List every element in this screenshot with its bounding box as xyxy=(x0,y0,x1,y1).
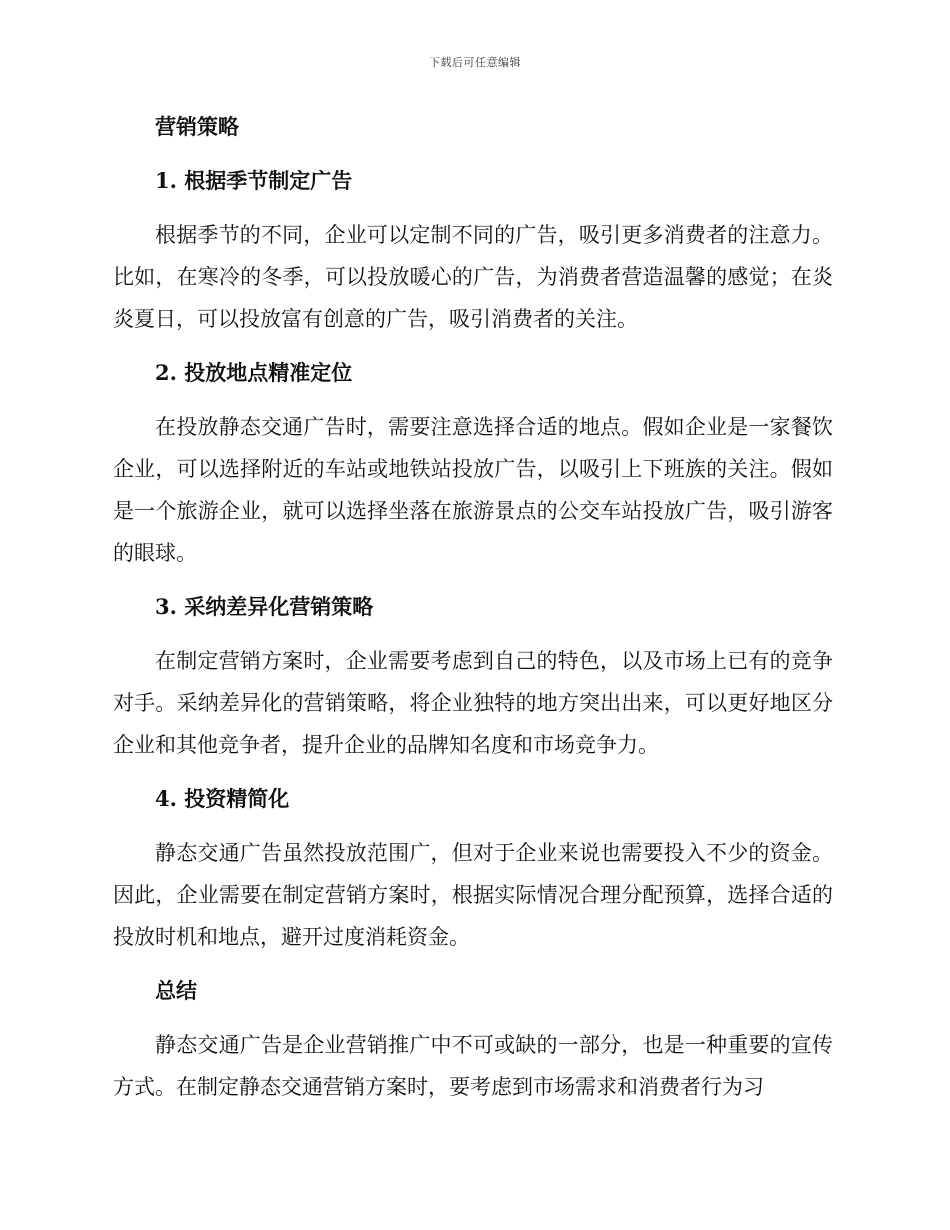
document-body xyxy=(113,106,833,1108)
section-body-4: 静态交通广告虽然投放范围广，但对于企业来说也需要投入不少的资金。因此，企业需要在制定营销方案时，根据实际情况合理分配预算，选择合适的投放时机和地点，避开过度消耗资金。 xyxy=(113,841,833,949)
section-heading-1: 1. 根据季节制定广告 xyxy=(155,168,353,193)
section-title: 营销策略 xyxy=(155,114,239,139)
section-heading-3: 3. 采纳差异化营销策略 xyxy=(155,594,374,619)
section-body-3: 在制定营销方案时，企业需要考虑到自己的特色，以及市场上已有的竞争对手。采纳差异化的营销策略，将企业独特的地方突出出来，可以更好地区分企业和其他竞争者，提升企业的品牌知名度和市场竞争力。 xyxy=(113,649,833,757)
summary-heading: 总结 xyxy=(155,978,197,1003)
summary-body: 静态交通广告是企业营销推广中不可或缺的一部分，也是一种重要的宣传方式。在制定静态交通营销方案时，要考虑到市场需求和消费者行为习 xyxy=(113,1033,833,1099)
section-heading-2: 2. 投放地点精准定位 xyxy=(155,360,353,385)
section-body-1: 根据季节的不同，企业可以定制不同的广告，吸引更多消费者的注意力。比如，在寒冷的冬季，可以投放暖心的广告，为消费者营造温馨的感觉；在炎炎夏日，可以投放富有创意的广告，吸引消费者的关注。 xyxy=(113,223,833,331)
section-heading-4: 4. 投资精简化 xyxy=(155,786,290,811)
header-note: 下载后可任意编辑 xyxy=(429,56,521,69)
section-body-2: 在投放静态交通广告时，需要注意选择合适的地点。假如企业是一家餐饮企业，可以选择附近的车站或地铁站投放广告，以吸引上下班族的关注。假如是一个旅游企业，就可以选择坐落在旅游景点的公交车站投放广告，吸引游客的眼球。 xyxy=(113,415,833,565)
